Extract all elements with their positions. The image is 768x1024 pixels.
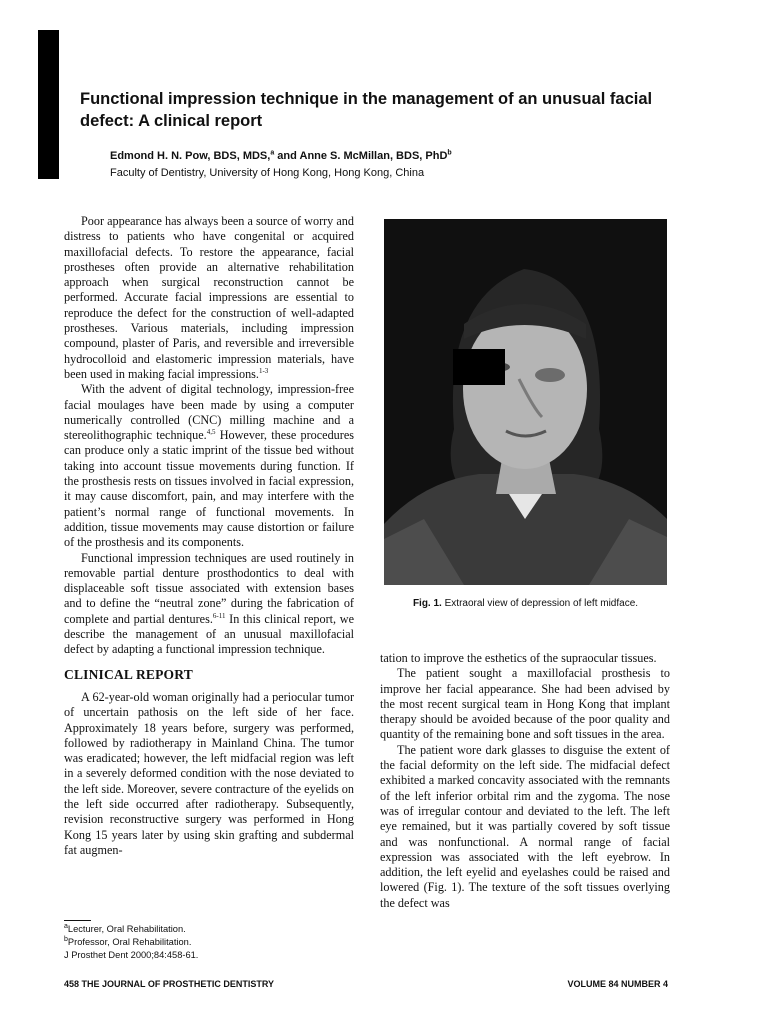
- body-column-left: [64, 214, 354, 858]
- author-first-mark: a: [270, 149, 275, 157]
- footnotes: [64, 923, 354, 962]
- author-second: and Anne S. McMillan, BDS, PhD: [274, 150, 448, 162]
- figure-caption: [384, 597, 667, 611]
- figure-caption-text: Extraoral view of depression of left midface.: [441, 598, 639, 609]
- reference-mark: 1-3: [258, 366, 269, 375]
- footer-volume: VOLUME 84 NUMBER 4: [567, 979, 668, 989]
- author-second-mark: b: [447, 149, 452, 157]
- reference-mark: 4,5: [206, 428, 216, 437]
- reference-mark: 6-11: [212, 611, 226, 620]
- footnote-b: $^b$Professor, Oral Rehabilitation.: [64, 935, 192, 947]
- paragraph: Poor appearance has always been a source of worry and distress to patients who have congenital or acquired maxillofacial defects. To restore the appearance, facial prostheses often provide an alternative rehabilitation approach when surgical reconstruction cannot be performed. Accurate facial impressions are essential to reproduce the defect for the construction of well-adapted prostheses. Various materials, including impression compound, plaster of Paris, and reversible and irreversible hydrocolloid and elastomeric impression materials, have been used in making facial impressions.$^{1-3}$: [64, 214, 354, 381]
- section-marker-bar: [38, 30, 59, 179]
- body-column-right: [380, 651, 670, 911]
- paragraph: The patient sought a maxillofacial prosthesis to improve her facial appearance. She had been advised by the most recent surgical team in Hong Kong that implant therapy should be avoided because of the poor quality and quantity of the remaining bone and soft tissues in the area.: [380, 666, 670, 742]
- footnote-a: $^a$Lecturer, Oral Rehabilitation.: [64, 922, 186, 934]
- figure-label: Fig. 1.: [412, 598, 442, 609]
- author-block: [110, 148, 670, 182]
- author-names: [110, 148, 670, 165]
- affiliation: Faculty of Dentistry, University of Hong Kong, Hong Kong, China: [110, 167, 425, 179]
- section-heading: CLINICAL REPORT: [64, 666, 193, 682]
- footer-journal: 458 THE JOURNAL OF PROSTHETIC DENTISTRY: [64, 979, 275, 989]
- figure-photo: [384, 219, 667, 585]
- paragraph: A 62-year-old woman originally had a periocular tumor of uncertain pathosis on the left side of her face. Approximately 18 years before, surgery was performed, followed by radiotherapy in Mainland China. The tumor was eradicated; however, the left midfacial region was left in a severely deformed condition with the nose deviated to the left side. Moreover, severe contracture of the eyelids on the left side occurred after radiotherapy. Subsequently, revision reconstructive surgery was performed in Hong Kong 15 years later by using skin grafting and subdermal fat augmen-: [64, 689, 354, 857]
- paragraph: tation to improve the esthetics of the supraocular tissues.: [380, 651, 657, 665]
- article-title: Functional impression technique in the management of an unusual facial defect: A clinical report: [80, 90, 653, 130]
- paragraph: With the advent of digital technology, impression-free facial moulages have been made by using a computer numerically controlled (CNC) milling machine and a stereolithographic technique.$^{4,5}$ However, these procedures can produce only a static imprint of the tissue bed without taking into account tissue movements during function. If the prosthesis rests on tissues involved in facial expression, it may cause discomfort, pain, and may interfere with the patient’s normal range of functional movements. In addition, tissue movements may cause distortion or failure of the prosthesis and its components.: [64, 382, 354, 550]
- paragraph: The patient wore dark glasses to disguise the extent of the facial deformity on the left side. The midfacial defect exhibited a marked concavity associated with the remnants of the left inferior orbital rim and the zygoma. The nose was of irregular contour and deviated to the left. The left eye remained, but it was partially covered by soft tissue and was nonfunctional. A normal range of facial expression was associated with the left eyebrow. In addition, the left eyelid and eyelashes could be raised and lowered (Fig. 1). The texture of the soft tissues overlying the defect was: [380, 742, 670, 910]
- citation: J Prosthet Dent 2000;84:458-61.: [64, 950, 199, 960]
- patient-photo-illustration: [384, 219, 667, 585]
- paragraph: Functional impression techniques are used routinely in removable partial denture prosthodontics to deal with displaceable soft tissue associated with extension bases and to define the “neutral zone” during the fabrication of complete and partial dentures.$^{6-11}$ In this clinical report, we describe the management of an unusual maxillofacial defect by adapting a functional impression technique.: [64, 550, 354, 657]
- author-first: Edmond H. N. Pow, BDS, MDS,: [110, 150, 271, 162]
- footnote-divider: [64, 920, 91, 921]
